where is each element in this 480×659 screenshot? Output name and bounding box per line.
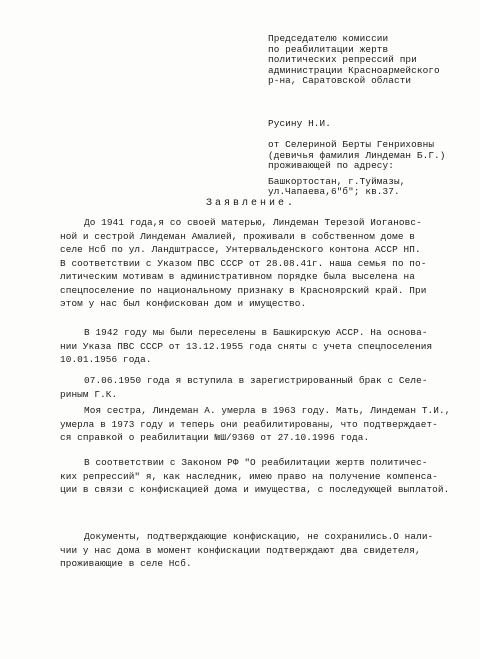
text-line: 10.01.1956 года. (60, 354, 152, 365)
text-line: В соответствии с Законом РФ "О реабилитации жертв политичес- (84, 457, 428, 468)
addressee-line: по реабилитации жертв (268, 43, 389, 55)
text-line: этом у нас был конфискован дом и имущество. (60, 298, 307, 309)
paragraph-4 (60, 404, 472, 445)
sender-line: проживающей по адресу: (268, 160, 394, 171)
recipient-name: Русину Н.И. (268, 118, 331, 129)
text-line: 07.06.1950 года я вступила в зарегистрированный брак с Селе- (84, 375, 428, 386)
text-line: ной и сестрой Линдеман Амалией, проживали в собственном доме в (60, 230, 416, 242)
addressee-block (268, 34, 474, 87)
paragraph-2 (60, 326, 472, 367)
paragraph-5 (60, 456, 472, 497)
text-line: нии Указа ПВС СССР от 13.12.1955 года сняты с учета спецпоселения (60, 340, 433, 352)
text-line: проживающие в селе Нсб. (60, 558, 192, 569)
sender-block (268, 140, 474, 198)
text-line: Моя сестра, Линдеман А. умерла в 1963 году. Мать, Линдеман Т.И., (84, 405, 451, 416)
document-title: Заявление. (206, 198, 297, 209)
sender-line: (девичья фамилия Линдеман Б.Г.) (268, 149, 446, 161)
address-line: ул.Чапаева,6"б"; кв.37. (268, 186, 400, 197)
text-line: ся справкой о реабилитации №Ш/9360 от 27.10.1996 года. (60, 432, 370, 443)
text-line: селе Нсб по ул. Ландштрассе, Унтервальденского контона АССР НП. (60, 244, 421, 255)
text-line: чии у нас дома в момент конфискации подтверждают два свидетеля, (60, 544, 421, 556)
text-line: Документы, подтверждающие конфискацию, не сохранились.О нали- (84, 531, 434, 542)
paragraph-3 (60, 374, 472, 401)
sender-line: от Селериной Берты Генриховны (268, 139, 435, 150)
paragraph-6 (60, 530, 472, 571)
text-line: спецпоселение по национальному признаку в Красноярский край. При (60, 284, 427, 296)
addressee-line: р-на, Саратовской области (268, 75, 412, 86)
addressee-line: политических репрессий при (268, 54, 417, 65)
text-line: литическим мотивам в административном порядке была выселена на (60, 271, 416, 282)
text-line: В соответствии с Указом ПВС СССР от 28.08.41г. наша семья по по- (60, 257, 427, 269)
text-line: ции в связи с конфискацией дома и имущества, с последующей выплатой. (60, 484, 450, 495)
text-line: ких репрессий" я, как наследник, имею право на получение компенса- (60, 470, 438, 482)
addressee-line: Председателю комиссии (268, 33, 389, 44)
text-line: В 1942 году мы были переселены в Башкирскую АССР. На основа- (84, 327, 428, 338)
paragraph-1 (60, 216, 472, 311)
text-line: риным Г.К. (60, 388, 118, 400)
text-line: До 1941 года,я со своей матерью, Линдеман Терезой Иогановс- (84, 217, 422, 228)
text-line: умерла в 1973 году и теперь они реабилитированы, что подтверждает- (60, 418, 438, 430)
addressee-line: администрации Красноармейского (268, 64, 440, 76)
address-line: Башкортостан, г.Туймазы, (268, 175, 406, 187)
